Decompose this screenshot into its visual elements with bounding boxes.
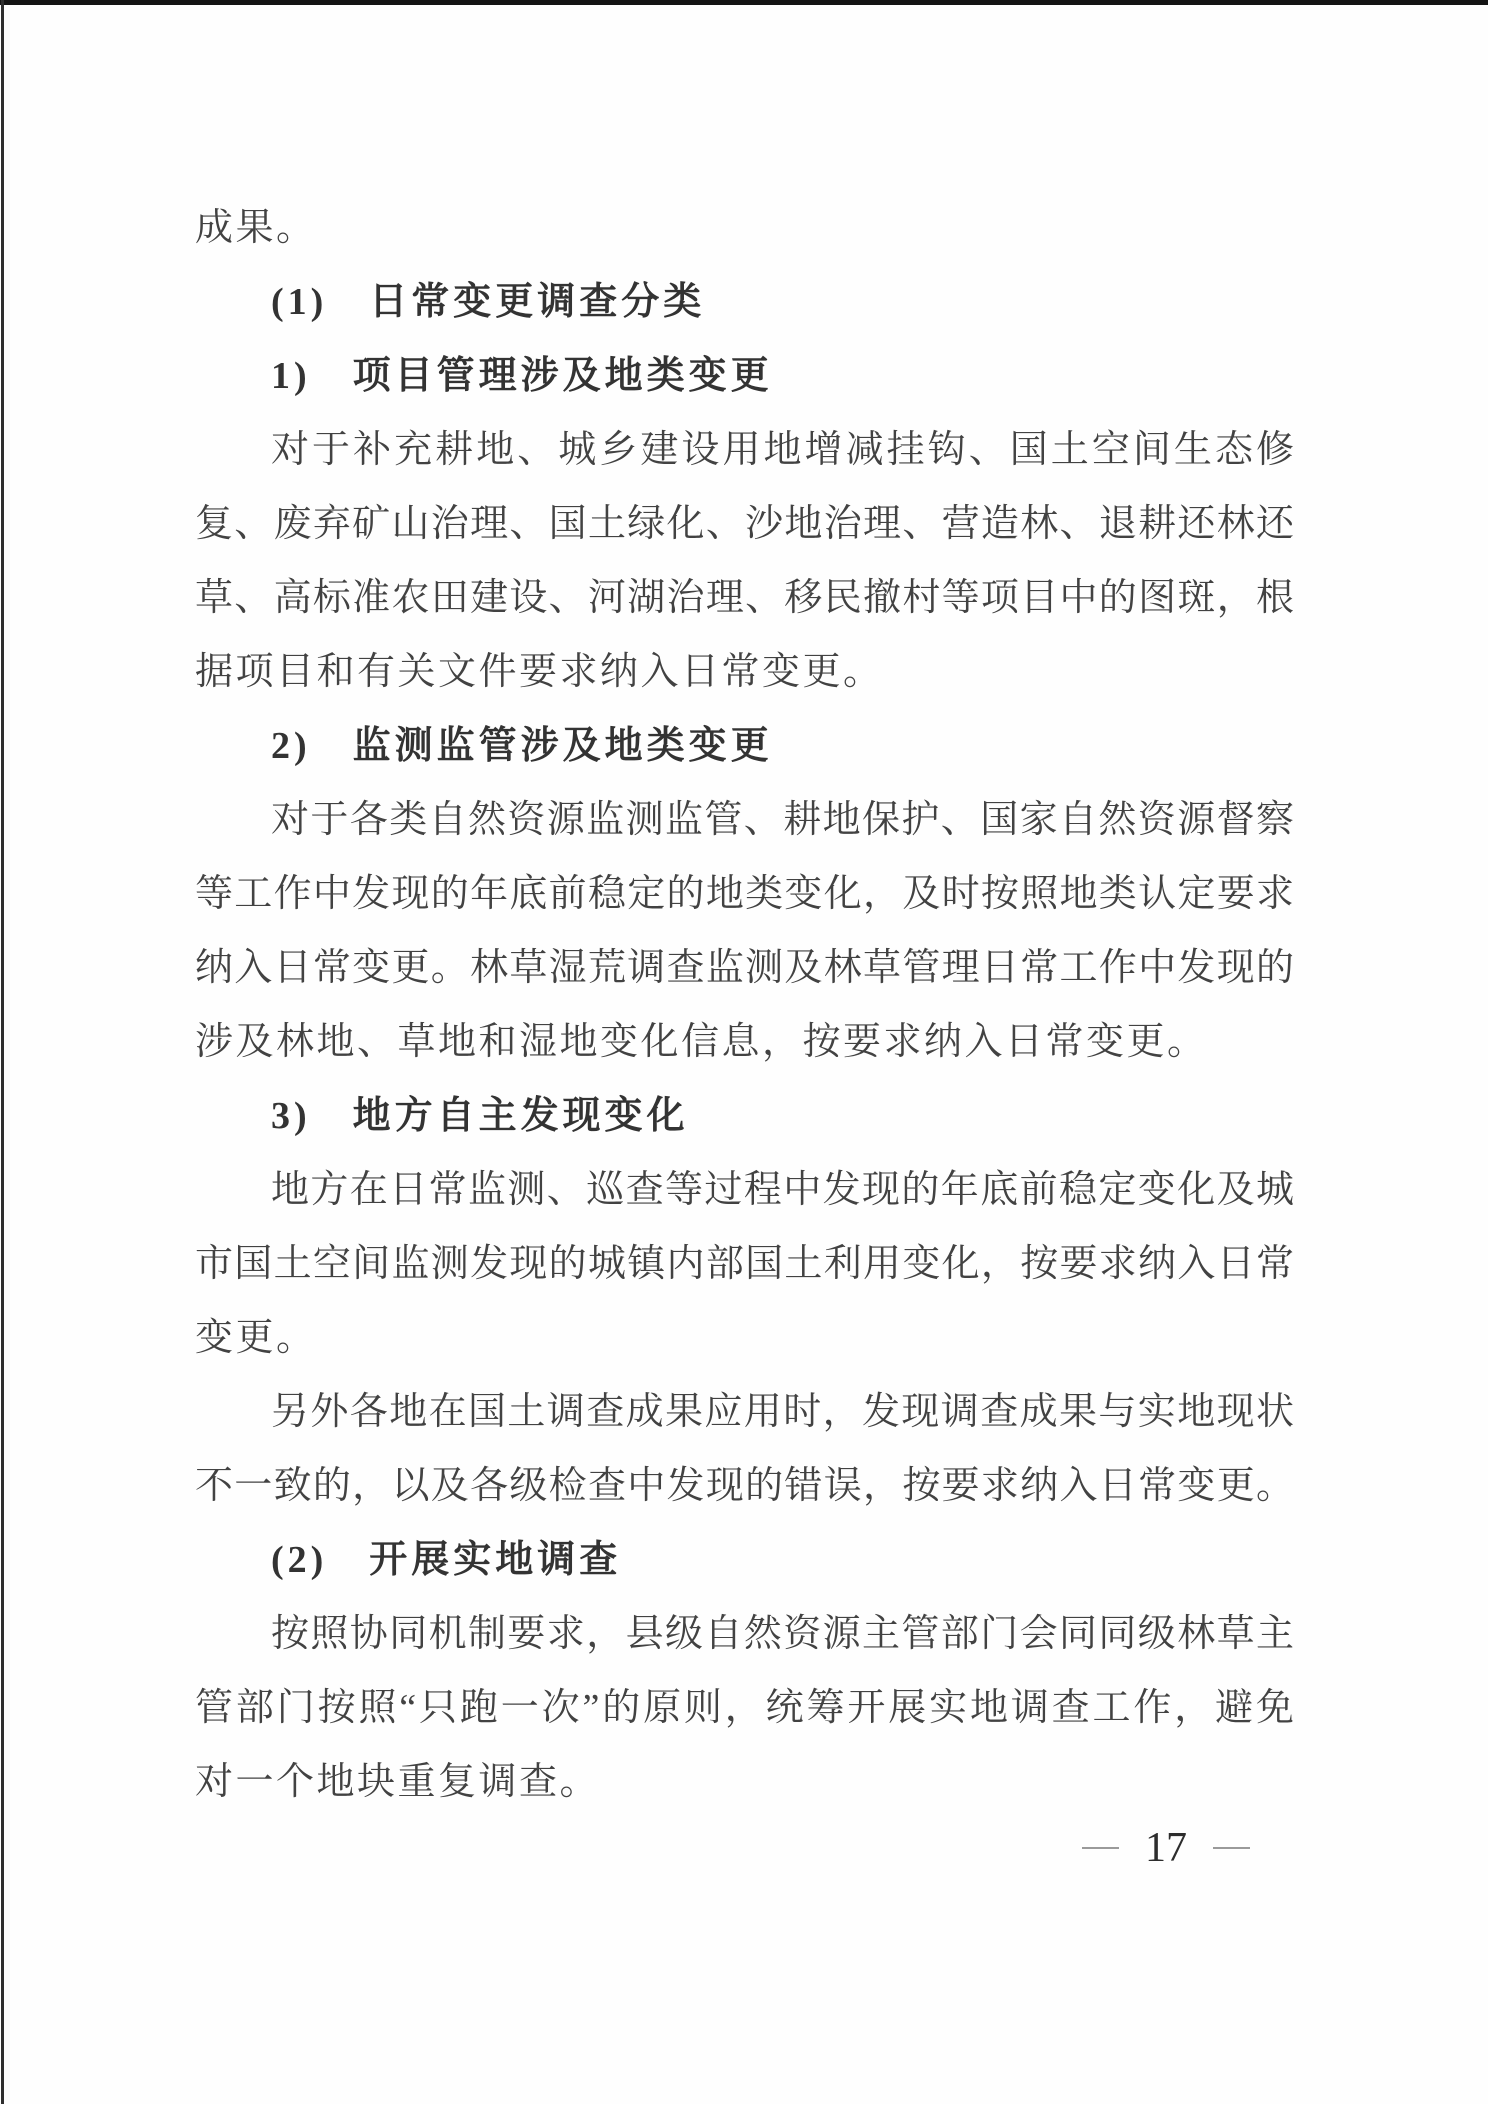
page-border-left — [1, 0, 4, 2104]
section-heading: 1) 项目管理涉及地类变更 — [271, 355, 773, 397]
page-number — [1082, 1822, 1250, 1874]
text-line: 不一致的，以及各级检查中发现的错误，按要求纳入日常变更。 — [195, 1465, 1295, 1507]
text-line: 管部门按照“只跑一次”的原则，统筹开展实地调查工作，避免 — [195, 1687, 1295, 1729]
section-heading: (1) 日常变更调查分类 — [271, 281, 706, 323]
text-line: 据项目和有关文件要求纳入日常变更。 — [195, 651, 884, 693]
page-border-top — [0, 0, 1488, 5]
text-line: 对于补充耕地、城乡建设用地增减挂钩、国土空间生态修 — [271, 429, 1295, 471]
text-line: 按照协同机制要求，县级自然资源主管部门会同同级林草主 — [271, 1613, 1295, 1655]
text-line: 地方在日常监测、巡查等过程中发现的年底前稳定变化及城 — [271, 1169, 1295, 1211]
text-column — [195, 191, 1295, 1819]
text-line: 成果。 — [195, 207, 317, 249]
section-heading: (2) 开展实地调查 — [271, 1539, 622, 1581]
text-line: 变更。 — [195, 1317, 317, 1359]
text-line: 对一个地块重复调查。 — [195, 1761, 601, 1803]
page-number-left-dash — [1082, 1847, 1119, 1849]
page-number-value: 17 — [1145, 1825, 1187, 1871]
text-line: 草、高标准农田建设、河湖治理、移民撤村等项目中的图斑，根 — [195, 577, 1295, 619]
text-line: 复、废弃矿山治理、国土绿化、沙地治理、营造林、退耕还林还 — [195, 503, 1295, 545]
text-line: 涉及林地、草地和湿地变化信息，按要求纳入日常变更。 — [195, 1021, 1208, 1063]
text-line: 另外各地在国土调查成果应用时，发现调查成果与实地现状 — [271, 1391, 1295, 1433]
section-heading: 2) 监测监管涉及地类变更 — [271, 725, 773, 767]
text-line: 等工作中发现的年底前稳定的地类变化，及时按照地类认定要求 — [195, 873, 1295, 915]
page-number-right-dash — [1213, 1847, 1250, 1849]
text-line: 市国土空间监测发现的城镇内部国土利用变化，按要求纳入日常 — [195, 1243, 1295, 1285]
section-heading: 3) 地方自主发现变化 — [271, 1095, 689, 1137]
text-line: 对于各类自然资源监测监管、耕地保护、国家自然资源督察 — [271, 799, 1295, 841]
text-line: 纳入日常变更。林草湿荒调查监测及林草管理日常工作中发现的 — [195, 947, 1295, 989]
